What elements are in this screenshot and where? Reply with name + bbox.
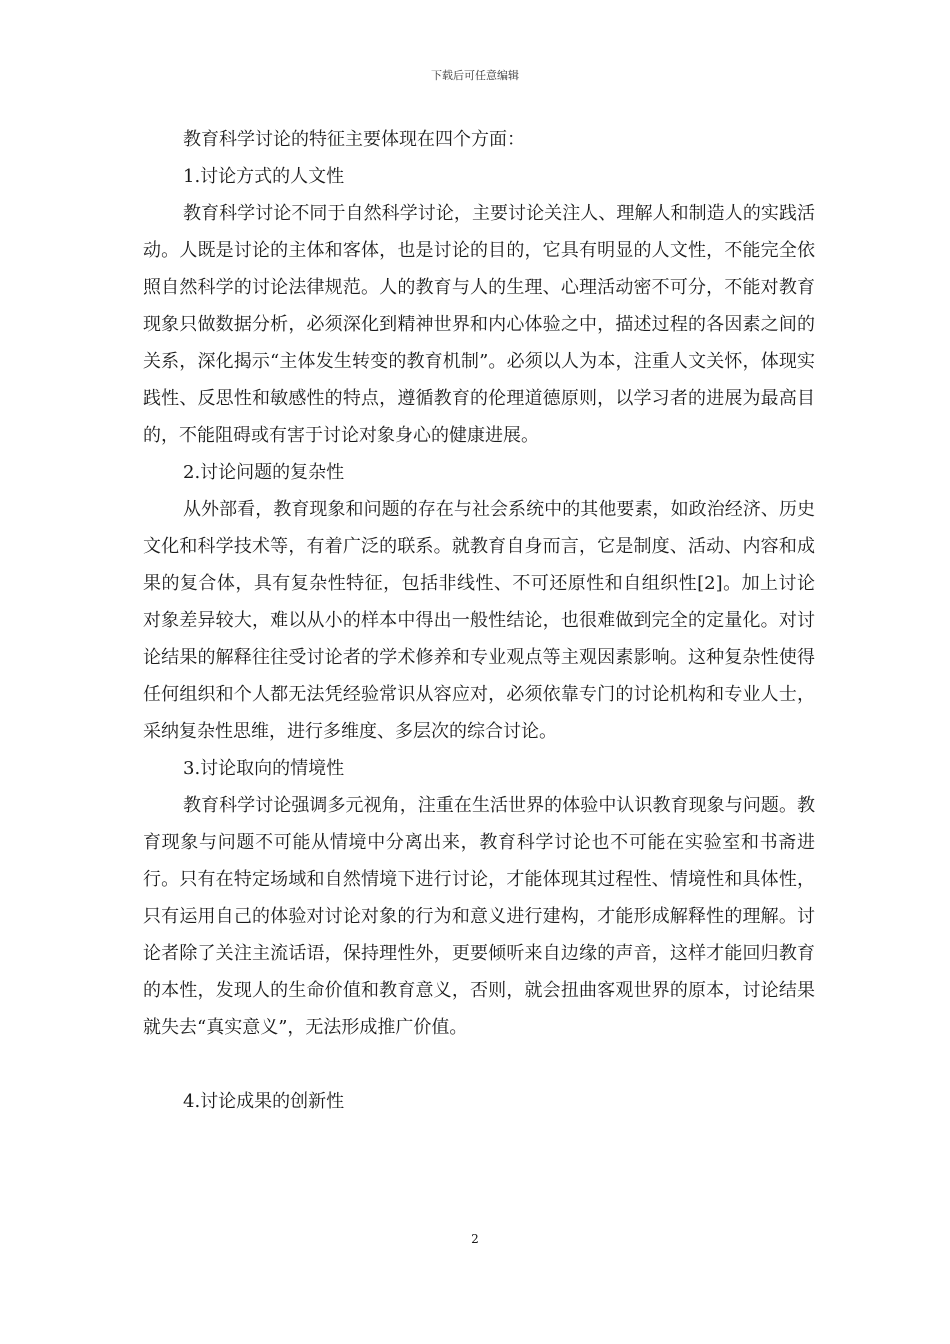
body-paragraph-1: 教育科学讨论不同于自然科学讨论，主要讨论关注人、理解人和制造人的实践活动。人既是讨论的主体和客体，也是讨论的目的，它具有明显的人文性，不能完全依照自然科学的讨论法律规范。人的教育与人的生理、心理活动密不可分，不能对教育现象只做数据分析，必须深化到精神世界和内心体验之中，描述过程的各因素之间的关系，深化揭示“主体发生转变的教育机制”。必须以人为本，注重人文关怀，体现实践性、反思性和敏感性的特点，遵循教育的伦理道德原则，以学习者的进展为最高目的，不能阻碍或有害于讨论对象身心的健康进展。 [143, 203, 815, 446]
section-heading-4: 4.讨论成果的创新性 [183, 1091, 345, 1112]
page-number: 2 [471, 1232, 479, 1246]
body-paragraph-3: 教育科学讨论强调多元视角，注重在生活世界的体验中认识教育现象与问题。教育现象与问题不可能从情境中分离出来，教育科学讨论也不可能在实验室和书斋进行。只有在特定场域和自然情境下进行讨论，才能体现其过程性、情境性和具体性，只有运用自己的体验对讨论对象的行为和意义进行建构，才能形成解释性的理解。讨论者除了关注主流话语，保持理性外，更要倾听来自边缘的声音，这样才能回归教育的本性，发现人的生命价值和教育意义，否则，就会扭曲客观世界的原本，讨论结果就失去“真实意义”，无法形成推广价值。 [143, 795, 815, 1038]
body-paragraph-2: 从外部看，教育现象和问题的存在与社会系统中的其他要素，如政治经济、历史文化和科学技术等，有着广泛的联系。就教育自身而言，它是制度、活动、内容和成果的复合体，具有复杂性特征，包括非线性、不可还原性和自组织性[2]。加上讨论对象差异较大，难以从小的样本中得出一般性结论，也很难做到完全的定量化。对讨论结果的解释往往受讨论者的学术修养和专业观点等主观因素影响。这种复杂性使得任何组织和个人都无法凭经验常识从容应对，必须依靠专门的讨论机构和专业人士，采纳复杂性思维，进行多维度、多层次的综合讨论。 [143, 499, 815, 742]
page-header: 下载后可任意编辑 [431, 69, 519, 82]
section-heading-3: 3.讨论取向的情境性 [183, 758, 345, 779]
section-heading-1: 1.讨论方式的人文性 [183, 166, 345, 187]
section-heading-2: 2.讨论问题的复杂性 [183, 462, 345, 483]
document-body [143, 121, 815, 1120]
intro-paragraph: 教育科学讨论的特征主要体现在四个方面： [183, 129, 525, 150]
